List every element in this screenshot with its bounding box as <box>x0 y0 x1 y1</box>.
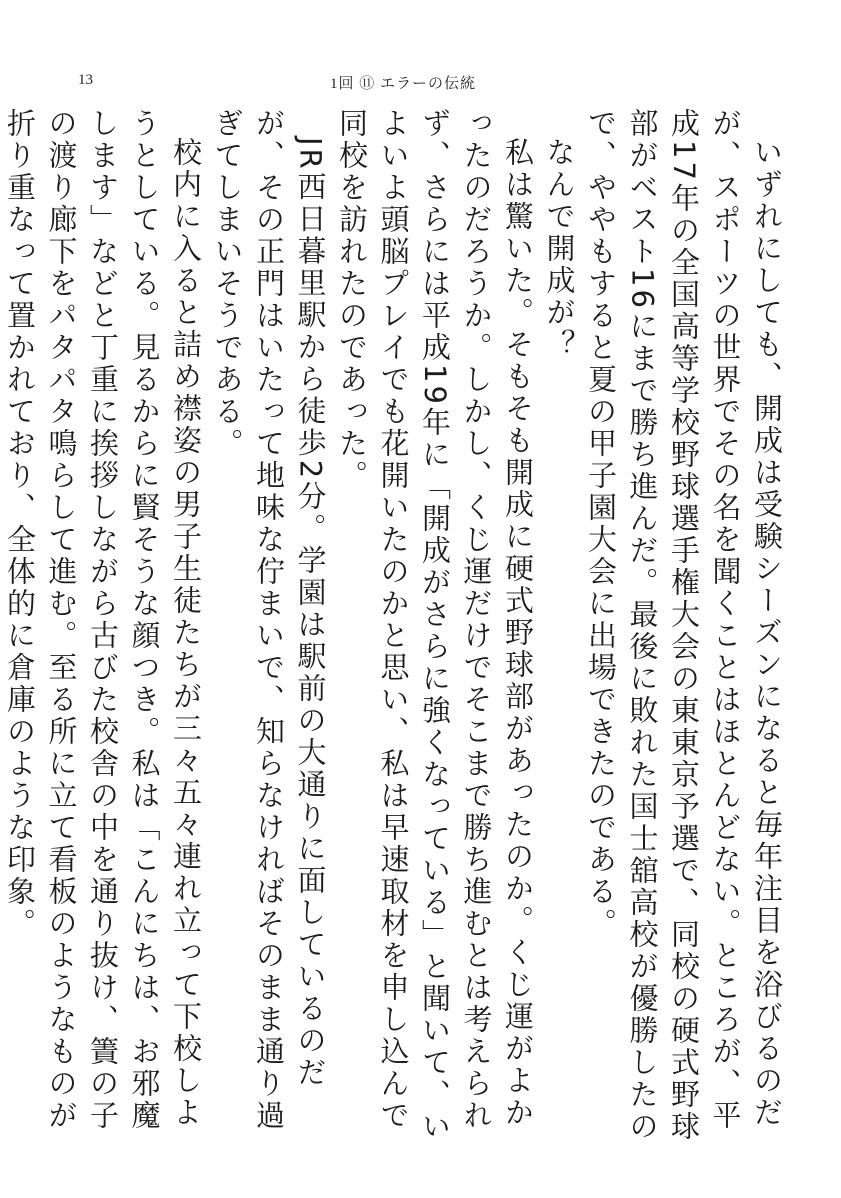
paragraph: なんで開成が？ <box>542 137 577 361</box>
paragraph: 校内に入ると詰め襟姿の男子生徒たちが三々五々連れ立って下校しようとしている。見るからに賢そうな顔つき。私は「こんにちは、お邪魔します」などと丁重に挨拶しながら古びた校舎の中を通り抜け、簀の子の渡り廊下をパタパタ鳴らして進む。至る所に立て看板のようなものが折り重なって置かれており、全体的に倉庫のような印象。 <box>3 108 203 1132</box>
running-header <box>0 72 841 96</box>
paragraph: JR西日暮里駅から徒歩2分。学園は駅前の大通りに面しているのだが、その正門はいたって地味な佇まいで、知らなければそのまま通り過ぎてしまいそうである。 <box>210 108 328 1132</box>
vertical-text-body <box>3 108 787 1148</box>
page-number: 13 <box>78 72 93 88</box>
paragraph: いずれにしても、開成は受験シーズンになると毎年注目を浴びるのだが、スポーツの世界でその名を聞くことはほとんどない。ところが、平成17年の全国高等学校野球選手権大会の東東京予選で、同校の硬式野球部がベスト16にまで勝ち進んだ。最後に敗れた国士舘高校が優勝したので、ややもすると夏の甲子園大会に出場できたのである。 <box>584 108 784 1143</box>
paragraph: 私は驚いた。そもそも開成に硬式野球部があったのか。くじ運がよかったのだろうか。しかし、くじ運だけでそこまで勝ち進むとは考えられず、さらには平成19年に「開成がさらに強くなっている」と聞いて、いよいよ頭脳プレイでも花開いたのかと思い、私は早速取材を申し込んで同校を訪れたのであった。 <box>335 108 535 1143</box>
chapter-title: 1回 ⑪ エラーの伝統 <box>330 76 477 92</box>
